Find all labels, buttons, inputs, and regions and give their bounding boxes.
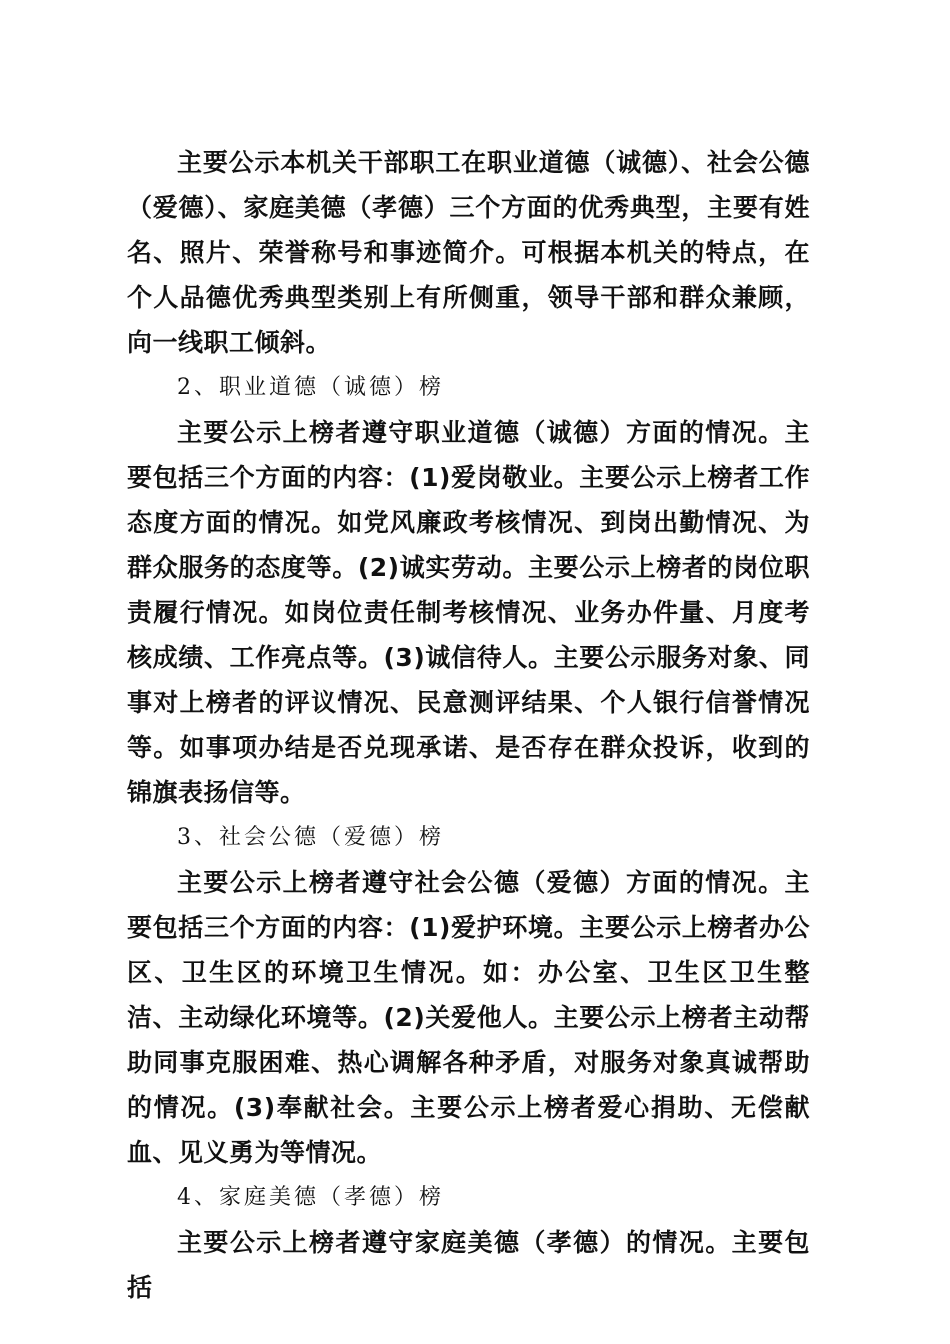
paragraph-social-ethics: 主要公示上榜者遵守社会公德（爱德）方面的情况。主要包括三个方面的内容：(1)爱护环境。主要公示上榜者办公区、卫生区的环境卫生情况。如：办公室、卫生区卫生整洁、主动绿化环境等。(2)关爱他人。主要公示上榜者主动帮助同事克服困难、热心调解各种矛盾，对服务对象真诚帮助的情况。(3)奉献社会。主要公示上榜者爱心捐助、无偿献血、见义勇为等情况。	[127, 868, 810, 1167]
heading-social-ethics: 3、社会公德（爱德）榜	[177, 825, 444, 850]
heading-professional-ethics: 2、职业道德（诚德）榜	[177, 375, 444, 400]
document-body	[127, 140, 810, 1310]
heading-family-virtues: 4、家庭美德（孝德）榜	[177, 1185, 444, 1210]
paragraph-family-virtues: 主要公示上榜者遵守家庭美德（孝德）的情况。主要包括	[127, 1228, 810, 1302]
paragraph-professional-ethics: 主要公示上榜者遵守职业道德（诚德）方面的情况。主要包括三个方面的内容：(1)爱岗敬业。主要公示上榜者工作态度方面的情况。如党风廉政考核情况、到岗出勤情况、为群众服务的态度等。(2)诚实劳动。主要公示上榜者的岗位职责履行情况。如岗位责任制考核情况、业务办件量、月度考核成绩、工作亮点等。(3)诚信待人。主要公示服务对象、同事对上榜者的评议情况、民意测评结果、个人银行信誉情况等。如事项办结是否兑现承诺、是否存在群众投诉，收到的锦旗表扬信等。	[127, 418, 810, 807]
paragraph-intro: 主要公示本机关干部职工在职业道德（诚德）、社会公德（爱德）、家庭美德（孝德）三个方面的优秀典型，主要有姓名、照片、荣誉称号和事迹简介。可根据本机关的特点，在个人品德优秀典型类别上有所侧重，领导干部和群众兼顾，向一线职工倾斜。	[127, 148, 810, 357]
